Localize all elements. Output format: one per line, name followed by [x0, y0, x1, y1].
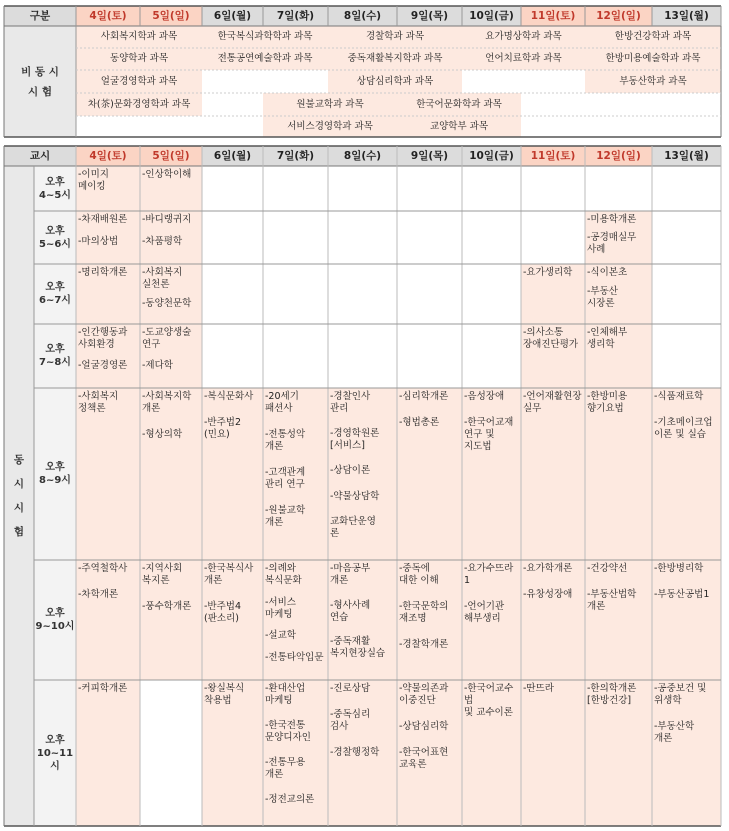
course-entry: -전통성악 개론 — [265, 429, 306, 452]
non-table-subject: 한국복식과학학과 과목 — [202, 26, 328, 48]
course-entry: -명리학개론 — [78, 267, 128, 278]
non-table-header-label: 구분 — [4, 6, 76, 26]
course-entry: -바디랭귀지 — [142, 214, 192, 225]
course-entry: -한국어교수법 및 교수이론 — [464, 683, 514, 718]
course-entry: -풍수학개론 — [142, 601, 192, 612]
non-table-day-header: 4일(토) — [76, 6, 140, 26]
course-entry: -20세기 패션사 — [265, 391, 299, 414]
sim-table-day-header: 5일(일) — [140, 146, 202, 166]
non-table-row-label: 비 동 시 시 험 — [4, 26, 76, 137]
course-entry: -언어재활현장 실무 — [523, 391, 582, 414]
course-entry: -반주법4 (판소리) — [204, 601, 242, 624]
course-entry: -언어기관 해부생리 — [464, 601, 505, 624]
period-label: 오후 9~10시 — [34, 560, 76, 680]
sim-table-side-label: 동 시 시 험 — [4, 166, 34, 826]
period-label: 오후 5~6시 — [34, 211, 76, 264]
course-entry: -유창성장애 — [523, 589, 573, 600]
course-entry: -한의학개론 [한방건강] — [587, 683, 637, 706]
course-entry: -제다학 — [142, 360, 173, 371]
non-table-subject: 차(茶)문화경영학과 과목 — [76, 93, 202, 116]
course-entry: -사회복지 실천론 — [142, 267, 183, 290]
course-entry: -경찰학개론 — [399, 639, 449, 650]
course-entry: -중독심리 검사 — [330, 709, 371, 732]
course-entry: -주역철학사 — [78, 563, 128, 574]
course-entry: -한방병리학 — [654, 563, 704, 574]
period-label: 오후 7~8시 — [34, 324, 76, 388]
course-entry: -환대산업 마케팅 — [265, 683, 306, 706]
course-entry: -사회복지학 개론 — [142, 391, 192, 414]
course-entry: -전통타악입문 — [265, 651, 324, 663]
course-entry: -인간행동과 사회환경 — [78, 327, 128, 350]
non-table-subject: 원불교학과 과목 — [263, 93, 397, 116]
course-entry: -동양천문학 — [142, 298, 192, 309]
course-entry: -한국전통 문양디자인 — [265, 720, 311, 743]
non-table-day-header: 9일(목) — [397, 6, 462, 26]
course-entry: -음성장애 — [464, 391, 505, 402]
course-entry: -부동산공법1 — [654, 589, 710, 600]
course-entry: -복식문화사 — [204, 391, 254, 402]
course-entry: -지역사회 복지론 — [142, 563, 183, 586]
course-entry: -기초메이크업 이론 및 실습 — [654, 417, 713, 440]
course-entry: -차재배원론 — [78, 214, 128, 225]
non-table-subject: 언어치료학과 과목 — [462, 48, 585, 70]
course-entry: -식품재료학 — [654, 391, 704, 402]
course-entry: -반주법2 (민요) — [204, 417, 242, 440]
course-entry: -서비스 마케팅 — [265, 596, 296, 620]
course-entry: -약물상담학 — [330, 490, 380, 502]
course-entry: -상담심리학 — [399, 721, 449, 732]
course-entry: -심리학개론 — [399, 391, 449, 402]
course-entry: -커피학개론 — [78, 683, 128, 694]
course-entry: -경찰인사 관리 — [330, 391, 371, 414]
course-entry: -중독에 대한 이해 — [399, 563, 439, 586]
course-entry: -한국문학의 재조명 — [399, 601, 449, 624]
non-table-subject: 한방건강학과 과목 — [585, 26, 721, 48]
course-entry: -공중보건 및 위생학 — [654, 683, 707, 706]
non-table-subject: 한방미용예술학과 과목 — [585, 48, 721, 70]
non-table-subject: 서비스경영학과 과목 — [263, 116, 397, 137]
non-table-subject: 요가명상학과 과목 — [462, 26, 585, 48]
non-table-day-header: 7일(화) — [263, 6, 328, 26]
course-entry: -한국어교재 연구 및 지도법 — [464, 417, 514, 452]
non-table-day-header: 10일(금) — [462, 6, 521, 26]
non-table-subject: 사회복지학과 과목 — [76, 26, 202, 48]
course-entry: -마음공부 개론 — [330, 563, 371, 586]
course-entry: -의례와 복식문화 — [265, 563, 302, 586]
period-label: 오후 10~11시 — [34, 680, 76, 826]
period-label: 오후 8~9시 — [34, 388, 76, 560]
course-entry: -사회복지 정책론 — [78, 391, 119, 414]
sim-table-day-header: 9일(목) — [397, 146, 462, 166]
course-entry: -형상의학 — [142, 429, 183, 440]
course-entry: -원불교학 개론 — [265, 505, 306, 528]
course-entry: -전통무용 개론 — [265, 757, 306, 780]
course-entry: -부동산학 개론 — [654, 721, 695, 744]
period-label: 오후 4~5시 — [34, 166, 76, 211]
non-table-subject: 부동산학과 과목 — [585, 70, 721, 93]
course-entry: -부동산법학 개론 — [587, 589, 637, 612]
course-entry: -이미지 메이킹 — [78, 169, 109, 192]
course-entry: -도교양생술 연구 — [142, 327, 192, 350]
course-entry: -차품평학 — [142, 235, 183, 247]
course-entry: -인체해부 생리학 — [587, 327, 628, 350]
course-entry: -한국어표현 교육론 — [399, 747, 449, 770]
non-table-subject: 교양학부 과목 — [397, 116, 521, 137]
non-table-subject: 중독재활복지학과 과목 — [328, 48, 462, 70]
sim-table-day-header: 13일(월) — [652, 146, 721, 166]
non-table-subject: 동양학과 과목 — [76, 48, 202, 70]
non-table-day-header: 8일(수) — [328, 6, 397, 26]
non-table-day-header: 11일(토) — [521, 6, 585, 26]
sim-table-day-header: 4일(토) — [76, 146, 140, 166]
sim-table-day-header: 6일(월) — [202, 146, 263, 166]
course-entry: -요가수뜨라1 — [464, 563, 514, 586]
sim-table-day-header: 7일(화) — [263, 146, 328, 166]
non-table-day-header: 5일(일) — [140, 6, 202, 26]
non-table-day-header: 6일(월) — [202, 6, 263, 26]
course-entry: -부동산 시장론 — [587, 286, 618, 309]
non-table-subject: 경찰학과 과목 — [328, 26, 462, 48]
course-entry: -요가학개론 — [523, 563, 573, 574]
non-table-subject: 전통공연예술학과 과목 — [202, 48, 328, 70]
period-label: 오후 6~7시 — [34, 264, 76, 324]
non-table-subject: 상담심리학과 과목 — [328, 70, 462, 93]
course-entry: -건강약선 — [587, 563, 628, 574]
non-table-day-header: 13일(월) — [652, 6, 721, 26]
course-entry: -차학개론 — [78, 589, 119, 600]
non-table-day-header: 12일(일) — [585, 6, 652, 26]
sim-table-day-header: 10일(금) — [462, 146, 521, 166]
course-entry: -얼굴경영론 — [78, 360, 128, 371]
course-entry: -미용학개론 — [587, 214, 637, 225]
course-entry: -마의상법 — [78, 235, 119, 247]
course-entry: -인상학이해 — [142, 169, 192, 180]
course-entry: -요가생리학 — [523, 267, 573, 278]
course-entry: -한국복식사 개론 — [204, 563, 254, 586]
sim-table-day-header: 8일(수) — [328, 146, 397, 166]
non-table-subject: 한국어문화학과 과목 — [397, 93, 521, 116]
course-entry: -경영학원론 [서비스] — [330, 428, 380, 452]
non-table-subject: 얼굴경영학과 과목 — [76, 70, 202, 93]
course-entry: -진로상담 — [330, 683, 371, 694]
course-entry: -의사소통 장애진단평가 — [523, 327, 579, 350]
course-entry: -경찰행정학 — [330, 747, 380, 758]
course-entry: 교화단운영 론 — [330, 515, 376, 539]
course-entry: -상담이론 — [330, 465, 371, 477]
course-entry: -식이본초 — [587, 267, 628, 278]
course-entry: -왕실복식 착용법 — [204, 683, 245, 706]
sim-table-day-header: 11일(토) — [521, 146, 585, 166]
sim-table-day-header: 12일(일) — [585, 146, 652, 166]
course-entry: -약물의존과 이중진단 — [399, 683, 449, 706]
course-entry: -형사사례 연습 — [330, 599, 371, 623]
course-entry: -형법총론 — [399, 417, 440, 428]
course-entry: -한방미용 향기요법 — [587, 391, 628, 414]
course-entry: -설교학 — [265, 630, 296, 641]
course-entry: -공경매실무 사례 — [587, 232, 637, 255]
course-entry: -중독재활 복지현장실습 — [330, 636, 386, 660]
course-entry: -정전교의론 — [265, 794, 315, 805]
course-entry: -고객관계 관리 연구 — [265, 467, 306, 490]
sim-table-header-label: 교시 — [4, 146, 76, 166]
course-entry: -딴뜨라 — [523, 683, 554, 694]
